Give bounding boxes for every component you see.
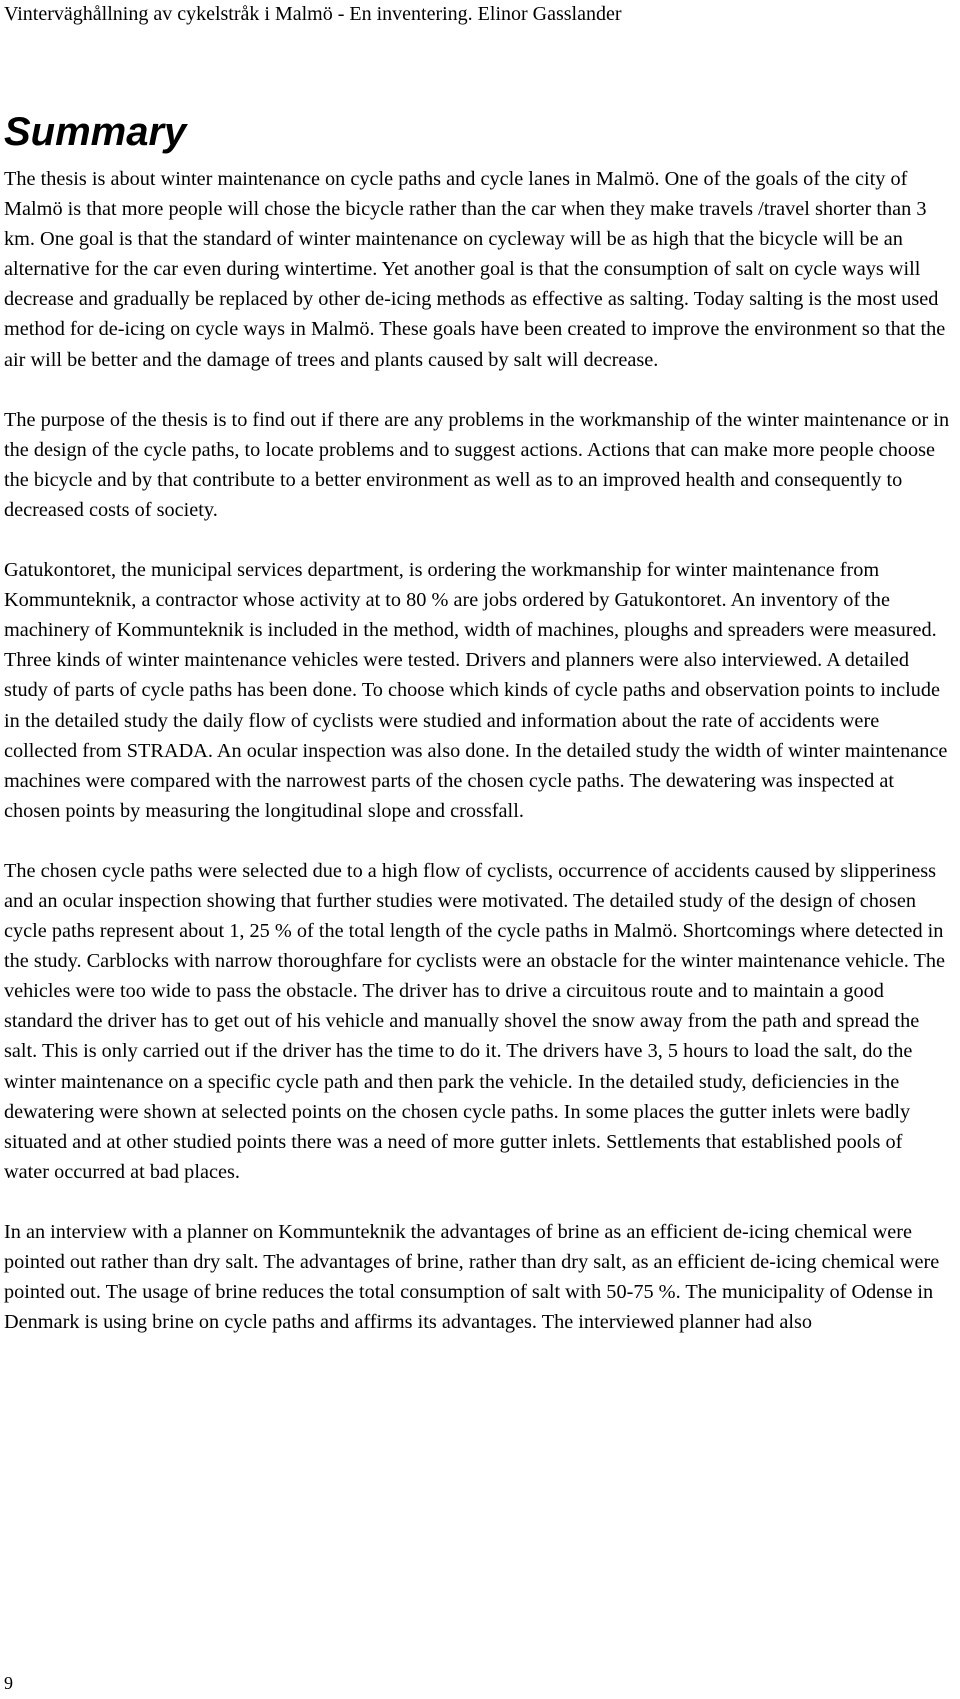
summary-body — [4, 164, 952, 1367]
running-header: Vinterväghållning av cykelstråk i Malmö - En inventering. Elinor Gasslander — [4, 3, 622, 25]
section-title: Summary — [4, 110, 187, 154]
paragraph-goals: The thesis is about winter maintenance on cycle paths and cycle lanes in Malmö. One of the goals of the city of Malmö is that more people will chose the bicycle rather than the car when they make travels /travel shorter than 3 km. One goal is that the standard of winter maintenance on cycleway will be as high that the bicycle will be an alternative for the car even during wintertime. Yet another goal is that the consumption of salt on cycle ways will decrease and gradually be replaced by other de-icing methods as effective as salting. Today salting is the most used method for de-icing on cycle ways in Malmö. These goals have been created to improve the environment so that the air will be better and the damage of trees and plants caused by salt will decrease. — [4, 168, 946, 371]
paragraph-brine: In an interview with a planner on Kommunteknik the advantages of brine as an efficient de-icing chemical were pointed out rather than dry salt. The advantages of brine, rather than dry salt, as an efficient de-icing chemical were pointed out. The usage of brine reduces the total consumption of salt with 50-75 %. The municipality of Odense in Denmark is using brine on cycle paths and affirms its advantages. The interviewed planner had also — [4, 1220, 940, 1334]
page-number: 9 — [4, 1673, 13, 1693]
paragraph-findings: The chosen cycle paths were selected due to a high flow of cyclists, occurrence of accidents caused by slipperiness and an ocular inspection showing that further studies were motivated. The detailed study of the design of chosen cycle paths represent about 1, 25 % of the total length of the cycle paths in Malmö. Shortcomings where detected in the study. Carblocks with narrow thoroughfare for cyclists were an obstacle for the winter maintenance vehicle. The vehicles were too wide to pass the obstacle. The driver has to drive a circuitous route and to maintain a good standard the driver has to get out of his vehicle and manually shovel the snow away from the path and spread the salt. This is only carried out if the driver has the time to do it. The drivers have 3, 5 hours to load the salt, do the winter maintenance on a specific cycle path and then park the vehicle. In the detailed study, deficiencies in the dewatering were shown at selected points on the chosen cycle paths. In some places the gutter inlets were badly situated and at other studied points there was a need of more gutter inlets. Settlements that established pools of water occurred at bad places. — [4, 859, 946, 1183]
paragraph-method: Gatukontoret, the municipal services department, is ordering the workmanship for winter maintenance from Kommunteknik, a contractor whose activity at to 80 % are jobs ordered by Gatukontoret. An inventory of the machinery of Kommunteknik is included in the method, width of machines, ploughs and spreaders were measured. Three kinds of winter maintenance vehicles were tested. Drivers and planners were also interviewed. A detailed study of parts of cycle paths has been done. To choose which kinds of cycle paths and observation points to include in the detailed study the daily flow of cyclists were studied and information about the rate of accidents were collected from STRADA. An ocular inspection was also done. In the detailed study the width of winter maintenance machines were compared with the narrowest parts of the chosen cycle paths. The dewatering was inspected at chosen points by measuring the longitudinal slope and crossfall. — [4, 559, 948, 822]
paragraph-purpose: The purpose of the thesis is to find out if there are any problems in the workmanship of the winter maintenance or in the design of the cycle paths, to locate problems and to suggest actions. Actions that can make more people choose the bicycle and by that contribute to a better environment as well as to an improved health and consequently to decreased costs of society. — [4, 408, 950, 521]
